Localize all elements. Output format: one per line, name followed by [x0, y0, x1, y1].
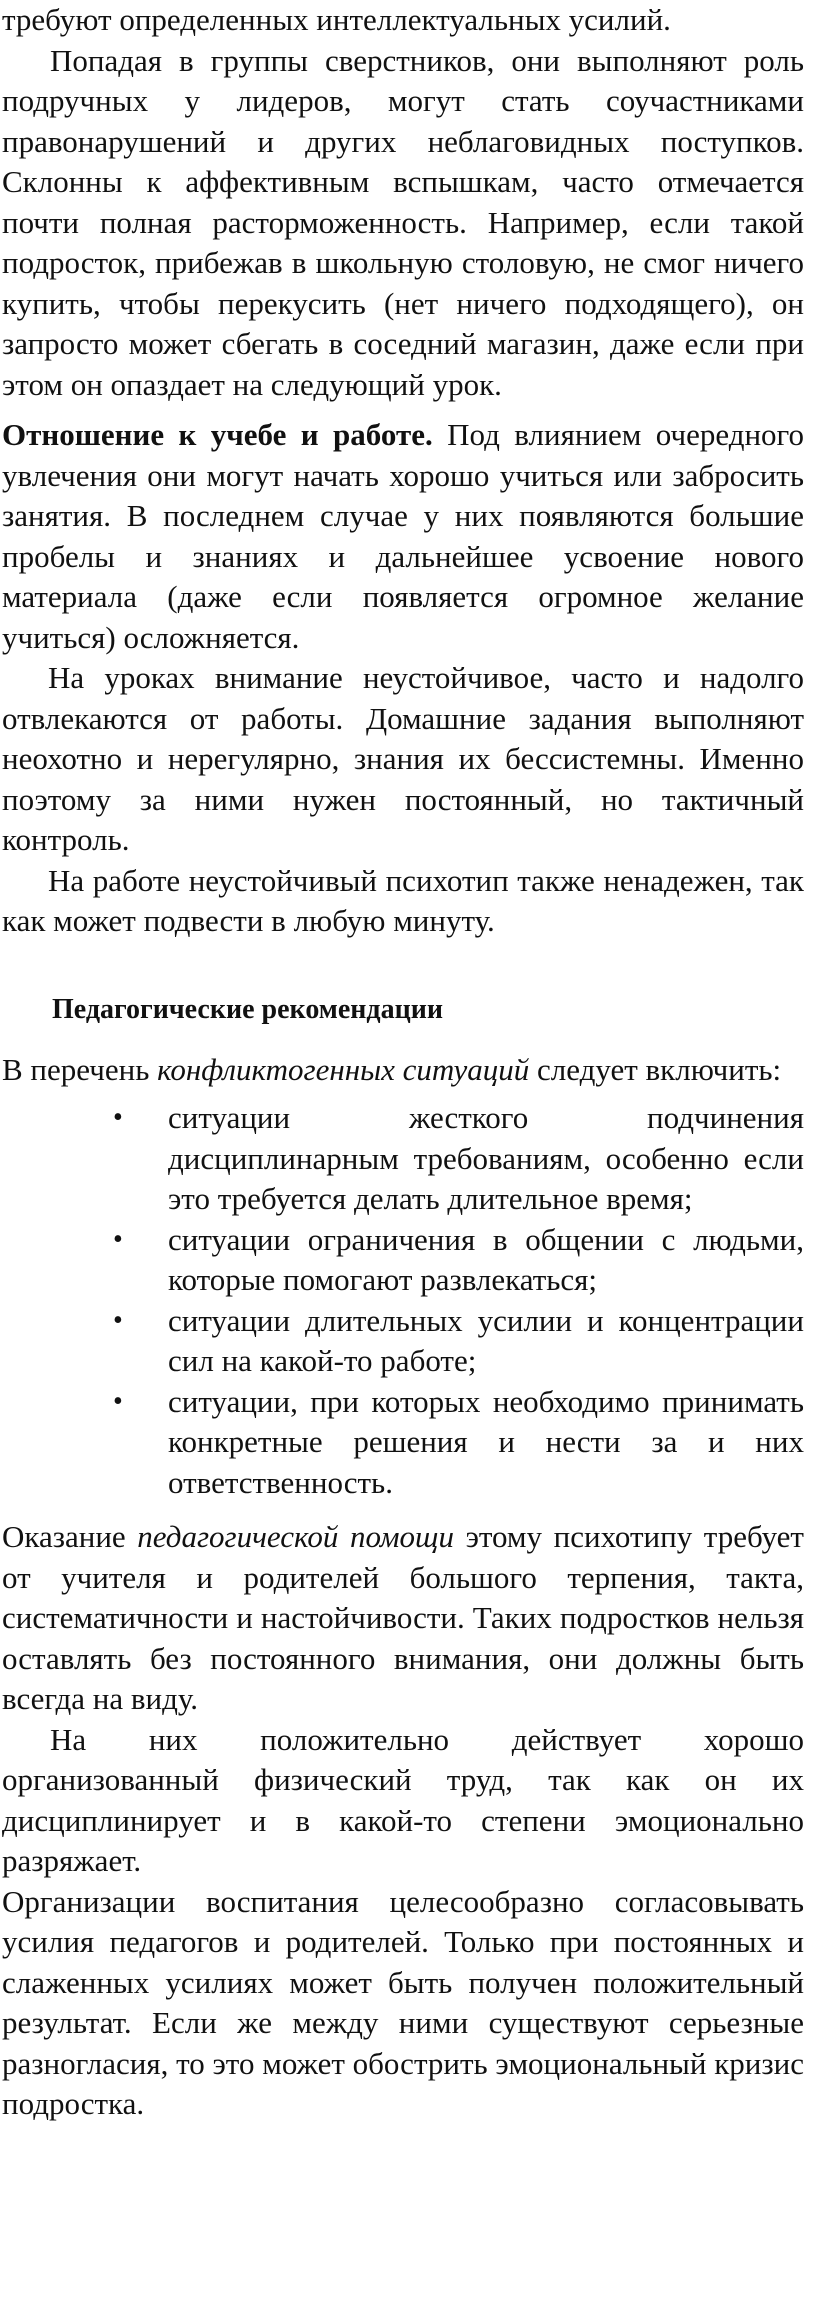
paragraph-upbringing: Организации воспитания целесообразно согласовывать усилия педагогов и родителей. Только при постоянных и слаженных усилиях может быть получен положительный результат. Если же между ними существуют серьезные разногласия, то это может обострить эмоциональный кризис подростка.	[2, 1883, 804, 2121]
list-item	[113, 1220, 804, 1301]
paragraph-peer-groups: Попадая в группы сверстников, они выполняют роль подручных у лидеров, могут стать соучастниками правонарушений и других неблаговидных поступков. Склонны к аффективным вспышкам, часто отмечается почти полная расторможенность. Например, если такой подросток, прибежав в школьную столовую, не смог ничего купить, чтобы перекусить (нет ничего подходящего), он запросто может сбегать в соседний магазин, даже если при этом он опаздает на следующий урок.	[2, 42, 804, 402]
list-item-text: ситуации жесткого подчинения дисциплинарным требованиям, особенно если это требуется делать длительное время;	[168, 1100, 804, 1216]
intro-italic: конфликтогенных ситуаций	[157, 1051, 530, 1087]
paragraph-work: На работе неустойчивый психотип также ненадежен, так как может подвести в любую минуту.	[2, 862, 804, 938]
bullet-icon: •	[113, 1223, 123, 1255]
list-item	[113, 1382, 804, 1504]
study-attitude-text: Под влиянием очередного увлечения они могут начать хорошо учиться или забросить занятия. В последнем случае у них появляются большие пробелы и знаниях и дальнейшее усвоение нового материала (даже если появляется огромное желание учиться) осложняется.	[2, 417, 805, 655]
help-before: Оказание	[2, 1519, 138, 1554]
paragraph-study-attitude	[2, 415, 804, 658]
paragraph-continuation: требуют определенных интеллектуальных усилий.	[2, 2, 671, 37]
bullet-icon: •	[113, 1304, 123, 1336]
intro-before: В перечень	[2, 1051, 158, 1087]
study-attitude-heading: Отношение к учебе и работе.	[2, 417, 433, 452]
intro-after: следует включить:	[529, 1051, 782, 1087]
bullet-list	[2, 1098, 804, 1503]
list-item	[113, 1098, 804, 1220]
paragraph-lessons: На уроках внимание неустойчивое, часто и надолго отвлекаются от работы. Домашние задания выполняют неохотно и нерегулярно, знания их бессистемны. Именно поэтому за ними нужен постоянный, но тактичный контроль.	[2, 660, 804, 857]
list-item	[113, 1301, 804, 1382]
paragraph-intro	[2, 1050, 804, 1091]
list-item-text: ситуации длительных усилии и концентрации сил на какой-то работе;	[168, 1302, 804, 1378]
paragraph-physical-labor: На них положительно действует хорошо организованный физический труд, так как он их дисциплинирует и в какой-то степени эмоционально разряжает.	[2, 1721, 804, 1878]
section-heading: Педагогические рекомендации	[52, 993, 443, 1025]
bullet-icon: •	[113, 1385, 123, 1417]
list-item-text: ситуации, при которых необходимо принимать конкретные решения и нести за и них ответственность.	[168, 1383, 804, 1500]
bullet-icon: •	[113, 1102, 123, 1133]
help-italic: педагогической помощи	[137, 1519, 454, 1554]
paragraph-pedagogical-help	[2, 1517, 804, 1720]
help-after: этому психотипу требует от учителя и родителей большого терпения, такта, систематичности и настойчивости. Таких подростков нельзя оставлять без постоянного внимания, они должны быть всегда на виду.	[2, 1519, 804, 1716]
list-item-text: ситуации ограничения в общении с людьми, которые помогают развлекаться;	[168, 1221, 804, 1297]
